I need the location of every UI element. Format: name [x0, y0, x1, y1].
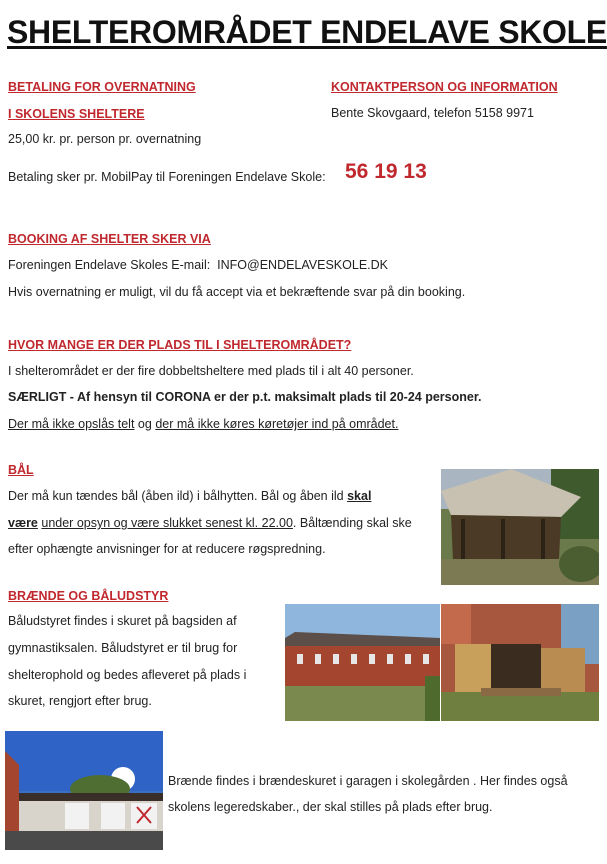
mobilepay-text: Betaling sker pr. MobilPay til Foreningen Endelave Skole:	[8, 170, 326, 184]
wood-line-2: skolens legeredskaber., der skal stilles på plads efter brug.	[168, 800, 493, 814]
payment-heading-1: BETALING FOR OVERNATNING	[8, 80, 196, 94]
contact-heading: KONTAKTPERSON OG INFORMATION	[331, 80, 558, 94]
fire-line-1	[8, 489, 371, 503]
fire-line-3: efter ophængte anvisninger for at reducere røgspredning.	[8, 542, 326, 556]
tools-line-3: shelterophold og bedes afleveret på plads i	[8, 668, 247, 682]
contact-text: Bente Skovgaard, telefon 5158 9971	[331, 106, 534, 120]
fire-must-text: skal	[347, 489, 372, 503]
rule-joiner: og	[137, 417, 152, 431]
wood-line-1: Brænde findes i brændeskuret i garagen i skolegården . Her findes også	[168, 774, 568, 788]
fire-heading: BÅL	[8, 463, 34, 477]
tools-line-2: gymnastiksalen. Båludstyret er til brug for	[8, 641, 238, 655]
capacity-line-1: I shelterområdet er der fire dobbeltsheltere med plads til i alt 40 personer.	[8, 364, 414, 378]
capacity-rules	[8, 417, 398, 431]
price-text: 25,00 kr. pr. person pr. overnatning	[8, 132, 202, 146]
booking-heading: BOOKING AF SHELTER SKER VIA	[8, 232, 211, 246]
page-title: SHELTEROMRÅDET ENDELAVE SKOLE	[7, 14, 607, 50]
tools-heading: BRÆNDE OG BÅLUDSTYR	[8, 589, 169, 603]
email-link[interactable]: INFO@ENDELAVESKOLE.DK	[217, 258, 388, 272]
capacity-heading: HVOR MANGE ER DER PLADS TIL I SHELTEROMRÅDET?	[8, 338, 352, 352]
shed-photo	[441, 604, 599, 721]
garage-photo	[5, 731, 163, 850]
fire-line-2	[8, 516, 412, 530]
fire-line-1-text: Der må kun tændes bål (åben ild) i bålhytten. Bål og åben ild	[8, 489, 344, 503]
email-label: Foreningen Endelave Skoles E-mail:	[8, 258, 211, 272]
fire-hut-photo	[441, 469, 599, 585]
accept-text: Hvis overnatning er muligt, vil du få accept via et bekræftende svar på din booking.	[8, 285, 466, 299]
tools-line-1: Båludstyret findes i skuret på bagsiden af	[8, 614, 237, 628]
gym-building-photo	[285, 604, 440, 721]
fire-supervision-text: under opsyn og være slukket senest kl. 22.00	[41, 516, 293, 530]
rule-no-tents: Der må ikke opslås telt	[8, 417, 135, 431]
capacity-line-2: SÆRLIGT - Af hensyn til CORONA er der p.t. maksimalt plads til 20-24 personer.	[8, 390, 482, 404]
fire-be-text: være	[8, 516, 38, 530]
mobilepay-number: 56 19 13	[345, 160, 427, 183]
fire-line-2-rest: . Båltænding skal ske	[292, 516, 412, 530]
rule-no-vehicles: der må ikke køres køretøjer ind på området.	[155, 417, 399, 431]
payment-heading-2: I SKOLENS SHELTERE	[8, 107, 145, 121]
email-line	[8, 258, 388, 272]
tools-line-4: skuret, rengjort efter brug.	[8, 694, 152, 708]
